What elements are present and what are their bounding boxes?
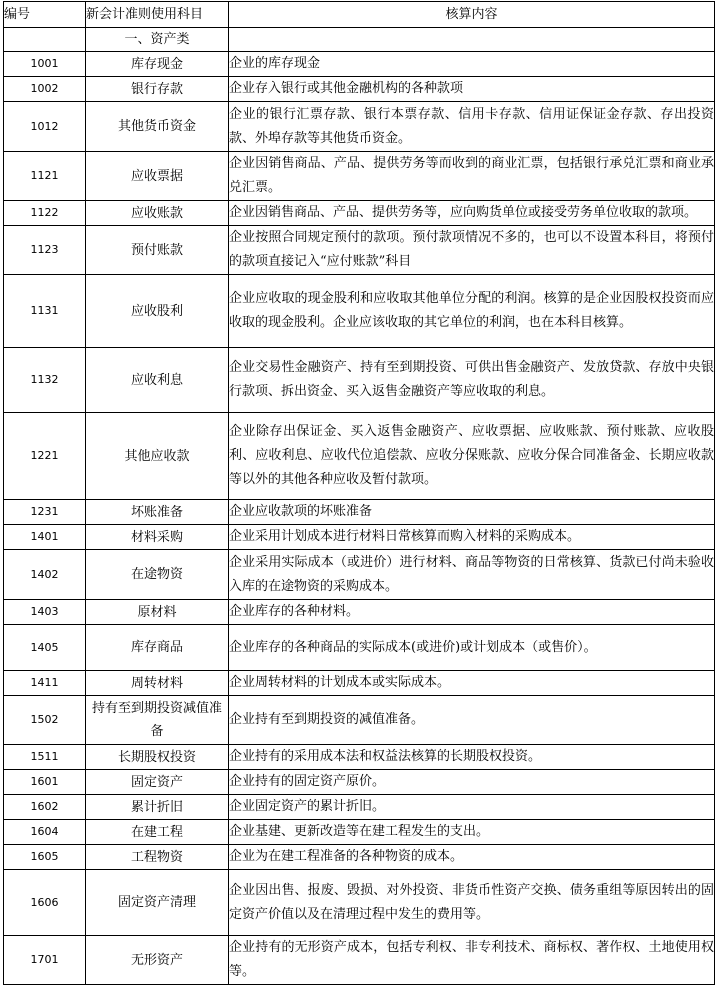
content-cell: 企业周转材料的计划成本或实际成本。	[229, 671, 715, 696]
subject-cell: 无形资产	[86, 936, 229, 985]
subject-cell: 累计折旧	[86, 795, 229, 820]
table-row	[4, 525, 715, 550]
table-row	[4, 671, 715, 696]
content-cell: 企业持有的固定资产原价。	[229, 770, 715, 795]
table-row	[4, 102, 715, 152]
content-cell: 企业为在建工程准备的各种物资的成本。	[229, 845, 715, 870]
subject-cell: 应收票据	[86, 152, 229, 201]
code-cell: 1401	[4, 525, 86, 550]
subject-cell: 固定资产	[86, 770, 229, 795]
table-row	[4, 625, 715, 671]
table-row	[4, 348, 715, 413]
content-cell: 企业交易性金融资产、持有至到期投资、可供出售金融资产、发放贷款、存放中央银行款项、拆出资金、买入返售金融资产等应收取的利息。	[229, 348, 715, 413]
content-cell: 企业按照合同规定预付的款项。预付款项情况不多的，也可以不设置本科目，将预付的款项直接记入“应付账款”科目	[229, 226, 715, 275]
code-cell: 1403	[4, 600, 86, 625]
code-cell: 1402	[4, 550, 86, 600]
table-row	[4, 795, 715, 820]
content-cell: 企业库存的各种材料。	[229, 600, 715, 625]
code-cell: 1502	[4, 696, 86, 745]
subject-cell: 银行存款	[86, 77, 229, 102]
table-row	[4, 845, 715, 870]
section-content-cell	[229, 28, 715, 52]
content-cell: 企业应收取的现金股利和应收取其他单位分配的利润。核算的是企业因股权投资而应收取的现金股利。企业应该收取的其它单位的利润，也在本科目核算。	[229, 275, 715, 348]
table-row	[4, 201, 715, 226]
code-cell: 1231	[4, 500, 86, 525]
subject-cell: 材料采购	[86, 525, 229, 550]
content-cell: 企业存入银行或其他金融机构的各种款项	[229, 77, 715, 102]
code-cell: 1511	[4, 745, 86, 770]
subject-cell: 其他应收款	[86, 413, 229, 500]
content-cell: 企业的库存现金	[229, 52, 715, 77]
code-cell: 1121	[4, 152, 86, 201]
subject-cell: 原材料	[86, 600, 229, 625]
code-cell: 1221	[4, 413, 86, 500]
subject-cell: 库存现金	[86, 52, 229, 77]
header-content: 核算内容	[229, 2, 715, 28]
subject-cell: 固定资产清理	[86, 870, 229, 936]
table-row	[4, 820, 715, 845]
code-cell: 1405	[4, 625, 86, 671]
subject-cell: 持有至到期投资减值准备	[86, 696, 229, 745]
code-cell: 1601	[4, 770, 86, 795]
code-cell: 1411	[4, 671, 86, 696]
table-row	[4, 77, 715, 102]
table-row	[4, 870, 715, 936]
table-row	[4, 600, 715, 625]
table-row	[4, 696, 715, 745]
subject-cell: 在途物资	[86, 550, 229, 600]
content-cell: 企业持有至到期投资的减值准备。	[229, 696, 715, 745]
content-cell: 企业因销售商品、产品、提供劳务等，应向购货单位或接受劳务单位收取的款项。	[229, 201, 715, 226]
subject-table	[3, 1, 715, 985]
code-cell: 1001	[4, 52, 86, 77]
table-row	[4, 936, 715, 985]
code-cell: 1606	[4, 870, 86, 936]
content-cell: 企业持有的无形资产成本，包括专利权、非专利技术、商标权、著作权、土地使用权等。	[229, 936, 715, 985]
header-subject: 新会计准则使用科目	[86, 2, 229, 28]
code-cell: 1002	[4, 77, 86, 102]
code-cell: 1701	[4, 936, 86, 985]
code-cell: 1132	[4, 348, 86, 413]
code-cell: 1012	[4, 102, 86, 152]
content-cell: 企业基建、更新改造等在建工程发生的支出。	[229, 820, 715, 845]
section-row	[4, 28, 715, 52]
subject-cell: 其他货币资金	[86, 102, 229, 152]
subject-cell: 应收利息	[86, 348, 229, 413]
table-row	[4, 745, 715, 770]
code-cell: 1122	[4, 201, 86, 226]
content-cell: 企业固定资产的累计折旧。	[229, 795, 715, 820]
content-cell: 企业除存出保证金、买入返售金融资产、应收票据、应收账款、预付账款、应收股利、应收利息、应收代位追偿款、应收分保账款、应收分保合同准备金、长期应收款等以外的其他各种应收及暂付款项。	[229, 413, 715, 500]
content-cell: 企业采用实际成本（或进价）进行材料、商品等物资的日常核算、货款已付尚未验收入库的在途物资的采购成本。	[229, 550, 715, 600]
subject-cell: 坏账准备	[86, 500, 229, 525]
table-row	[4, 550, 715, 600]
code-cell: 1604	[4, 820, 86, 845]
content-cell: 企业因出售、报废、毁损、对外投资、非货币性资产交换、债务重组等原因转出的固定资产价值以及在清理过程中发生的费用等。	[229, 870, 715, 936]
subject-cell: 应收股利	[86, 275, 229, 348]
header-row	[4, 2, 715, 28]
table-row	[4, 52, 715, 77]
content-cell: 企业库存的各种商品的实际成本(或进价)或计划成本（或售价）。	[229, 625, 715, 671]
content-cell: 企业采用计划成本进行材料日常核算而购入材料的采购成本。	[229, 525, 715, 550]
content-cell: 企业持有的采用成本法和权益法核算的长期股权投资。	[229, 745, 715, 770]
table-row	[4, 413, 715, 500]
subject-cell: 周转材料	[86, 671, 229, 696]
header-code: 编号	[4, 2, 86, 28]
subject-cell: 预付账款	[86, 226, 229, 275]
subject-cell: 在建工程	[86, 820, 229, 845]
table-row	[4, 770, 715, 795]
table-row	[4, 226, 715, 275]
table-row	[4, 500, 715, 525]
table-row	[4, 152, 715, 201]
subject-cell: 工程物资	[86, 845, 229, 870]
code-cell: 1131	[4, 275, 86, 348]
section-label: 一、资产类	[86, 28, 229, 52]
subject-cell: 长期股权投资	[86, 745, 229, 770]
subject-cell: 应收账款	[86, 201, 229, 226]
table-row	[4, 275, 715, 348]
content-cell: 企业应收款项的坏账准备	[229, 500, 715, 525]
code-cell: 1123	[4, 226, 86, 275]
subject-cell: 库存商品	[86, 625, 229, 671]
section-code-cell	[4, 28, 86, 52]
content-cell: 企业的银行汇票存款、银行本票存款、信用卡存款、信用证保证金存款、存出投资款、外埠存款等其他货币资金。	[229, 102, 715, 152]
code-cell: 1605	[4, 845, 86, 870]
content-cell: 企业因销售商品、产品、提供劳务等而收到的商业汇票，包括银行承兑汇票和商业承兑汇票。	[229, 152, 715, 201]
code-cell: 1602	[4, 795, 86, 820]
